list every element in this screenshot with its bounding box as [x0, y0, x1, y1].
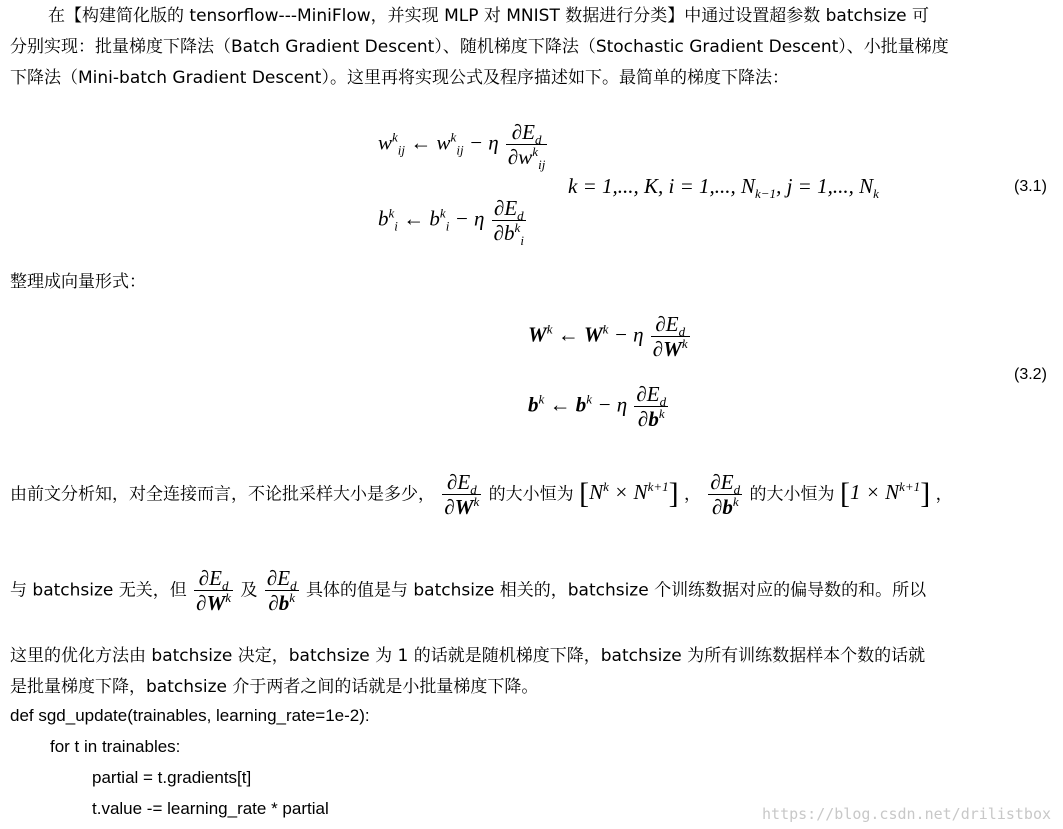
code-line-def: def sgd_update(trainables, learning_rate=1e-2):	[10, 706, 370, 725]
equation-3-1-weight: $w^k_{ij}$ ← $w^k_{ij} - \eta$ $\frac{\partial E_d}{\partial w^k_{ij}}$	[378, 120, 546, 173]
equation-3-1-range: k = 1,..., K, i = 1,..., $N_{k-1}$, j = 1,..., $N_k$	[568, 174, 879, 202]
paragraph2-line1: 这里的优化方法由 batchsize 决定，batchsize 为 1 的话就是随机梯度下降，batchsize 为所有训练数据样本个数的话就	[10, 646, 926, 666]
paragraph1-line1: 在【构建简化版的 tensorflow---MiniFlow，并实现 MLP 对 MNIST 数据进行分类】中通过设置超参数 batchsize 可	[48, 6, 930, 26]
equation-3-2-weight: $W^k$ ← $W^k - \eta$ $\frac{\partial E_d}{\partial W^k}$	[528, 312, 688, 361]
watermark: https://blog.csdn.net/drilistbox	[762, 805, 1051, 823]
paragraph1-line3: 下降法（Mini-batch Gradient Descent）。这里再将实现公式及程序描述如下。最简单的梯度下降法：	[10, 68, 789, 88]
equation-3-2-bias: $b^k$ ← $b^k - \eta$ $\frac{\partial E_d}{\partial b^k}$	[528, 382, 667, 431]
equation-3-2-number: (3.2)	[1014, 366, 1047, 383]
code-line-for: for t in trainables:	[50, 737, 181, 756]
vector-form-intro: 整理成向量形式：	[10, 272, 146, 292]
paragraph2-line2: 是批量梯度下降，batchsize 介于两者之间的话就是小批量梯度下降。	[10, 677, 539, 697]
code-line-update: t.value -= learning_rate * partial	[92, 799, 329, 818]
relation-line: 与 batchsize 无关，但 $\frac{\partial E_d}{\partial W^k}$ 及 $\frac{\partial E_d}{\partial b^k}$ 具体的值是与 batchsize 相关的，batchsize 个训练数据对应的偏导数的和。所以	[10, 566, 927, 615]
equation-3-1-number: (3.1)	[1014, 178, 1047, 195]
equation-3-1-bias: $b^k_i$ ← $b^k_i - \eta$ $\frac{\partial E_d}{\partial b^k_i}$	[378, 196, 524, 249]
paragraph1-line2: 分别实现：批量梯度下降法（Batch Gradient Descent）、随机梯度下降法（Stochastic Gradient Descent）、小批量梯度	[10, 37, 949, 57]
analysis-line: 由前文分析知，对全连接而言，不论批采样大小是多少， $\frac{\partial E_d}{\partial W^k}$ 的大小恒为 $[N^k \times N^{k+1}]$ ， $\frac{\partial E_d}{\partial b^k}$ 的大小恒为 $[1 \times N^{k+1}]$ ，	[10, 470, 953, 519]
code-line-partial: partial = t.gradients[t]	[92, 768, 252, 787]
